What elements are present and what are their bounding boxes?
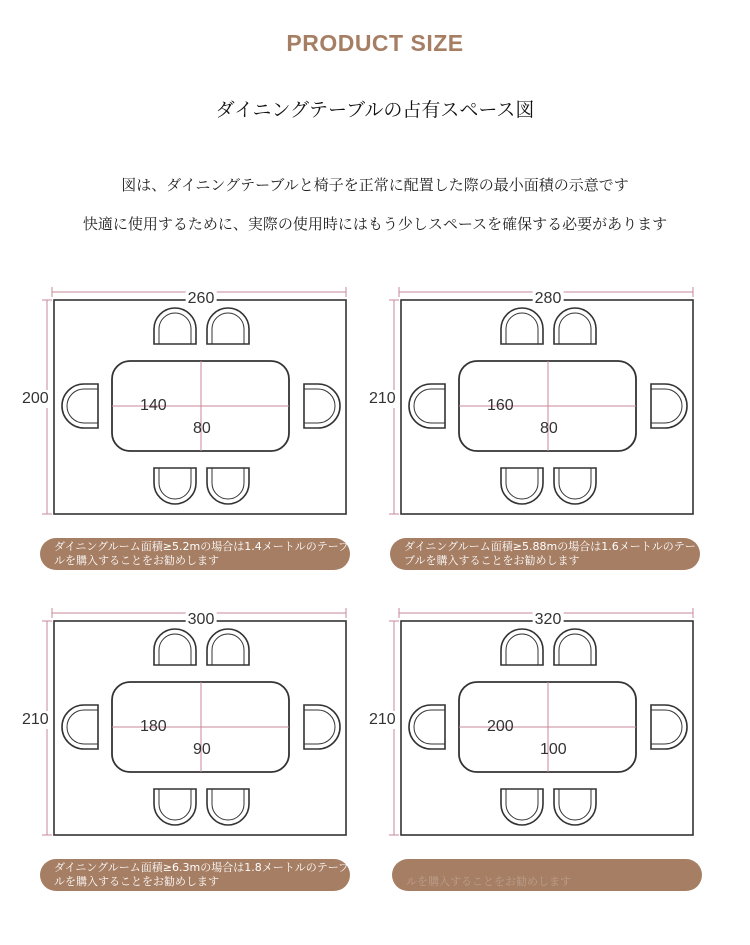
recommendation-banner: ダイニングルーム面積≥5.2mの場合は1.4メートルのテーブルを購入することをお勧めします [40,538,350,570]
table-depth-label: 100 [540,741,567,758]
layout-panel-2 [369,278,747,578]
table-length-label: 180 [140,718,167,735]
recommendation-banner: ダイニングルーム面積≥5.88mの場合は1.6メートルのテーブルを購入することをお勧めします [390,538,700,570]
layout-panel-3 [22,599,400,899]
room-width-label: 260 [187,290,215,307]
room-depth-label: 200 [22,390,49,407]
table-length-label: 200 [487,718,514,735]
table-length-label: 140 [140,397,167,414]
table-depth-label: 90 [193,741,211,758]
room-diagram [397,599,747,899]
room-diagram [50,599,400,899]
recommendation-banner: ダイニングルーム面積≥6.3mの場合は1.8メートルのテーブルを購入することをお勧めします [40,859,350,891]
table-depth-label: 80 [193,420,211,437]
table-length-label: 160 [487,397,514,414]
room-diagram [50,278,400,578]
layout-panel-1 [22,278,400,578]
room-depth-label: 210 [369,711,396,728]
recommendation-banner: ルを購入することをお勧めします [392,859,702,891]
layout-panel-4 [369,599,747,899]
table-depth-label: 80 [540,420,558,437]
room-depth-label: 210 [22,711,49,728]
description-line-1: 図は、ダイニングテーブルと椅子を正常に配置した際の最小面積の示意です [121,176,629,194]
page-subtitle: ダイニングテーブルの占有スペース図 [215,99,535,121]
room-width-label: 300 [187,611,215,628]
room-diagram [397,278,747,578]
room-width-label: 280 [534,290,562,307]
room-width-label: 320 [534,611,562,628]
room-depth-label: 210 [369,390,396,407]
description-line-2: 快適に使用するために、実際の使用時にはもう少しスペースを確保する必要があります [82,215,668,233]
page-title: PRODUCT SIZE [286,30,464,56]
